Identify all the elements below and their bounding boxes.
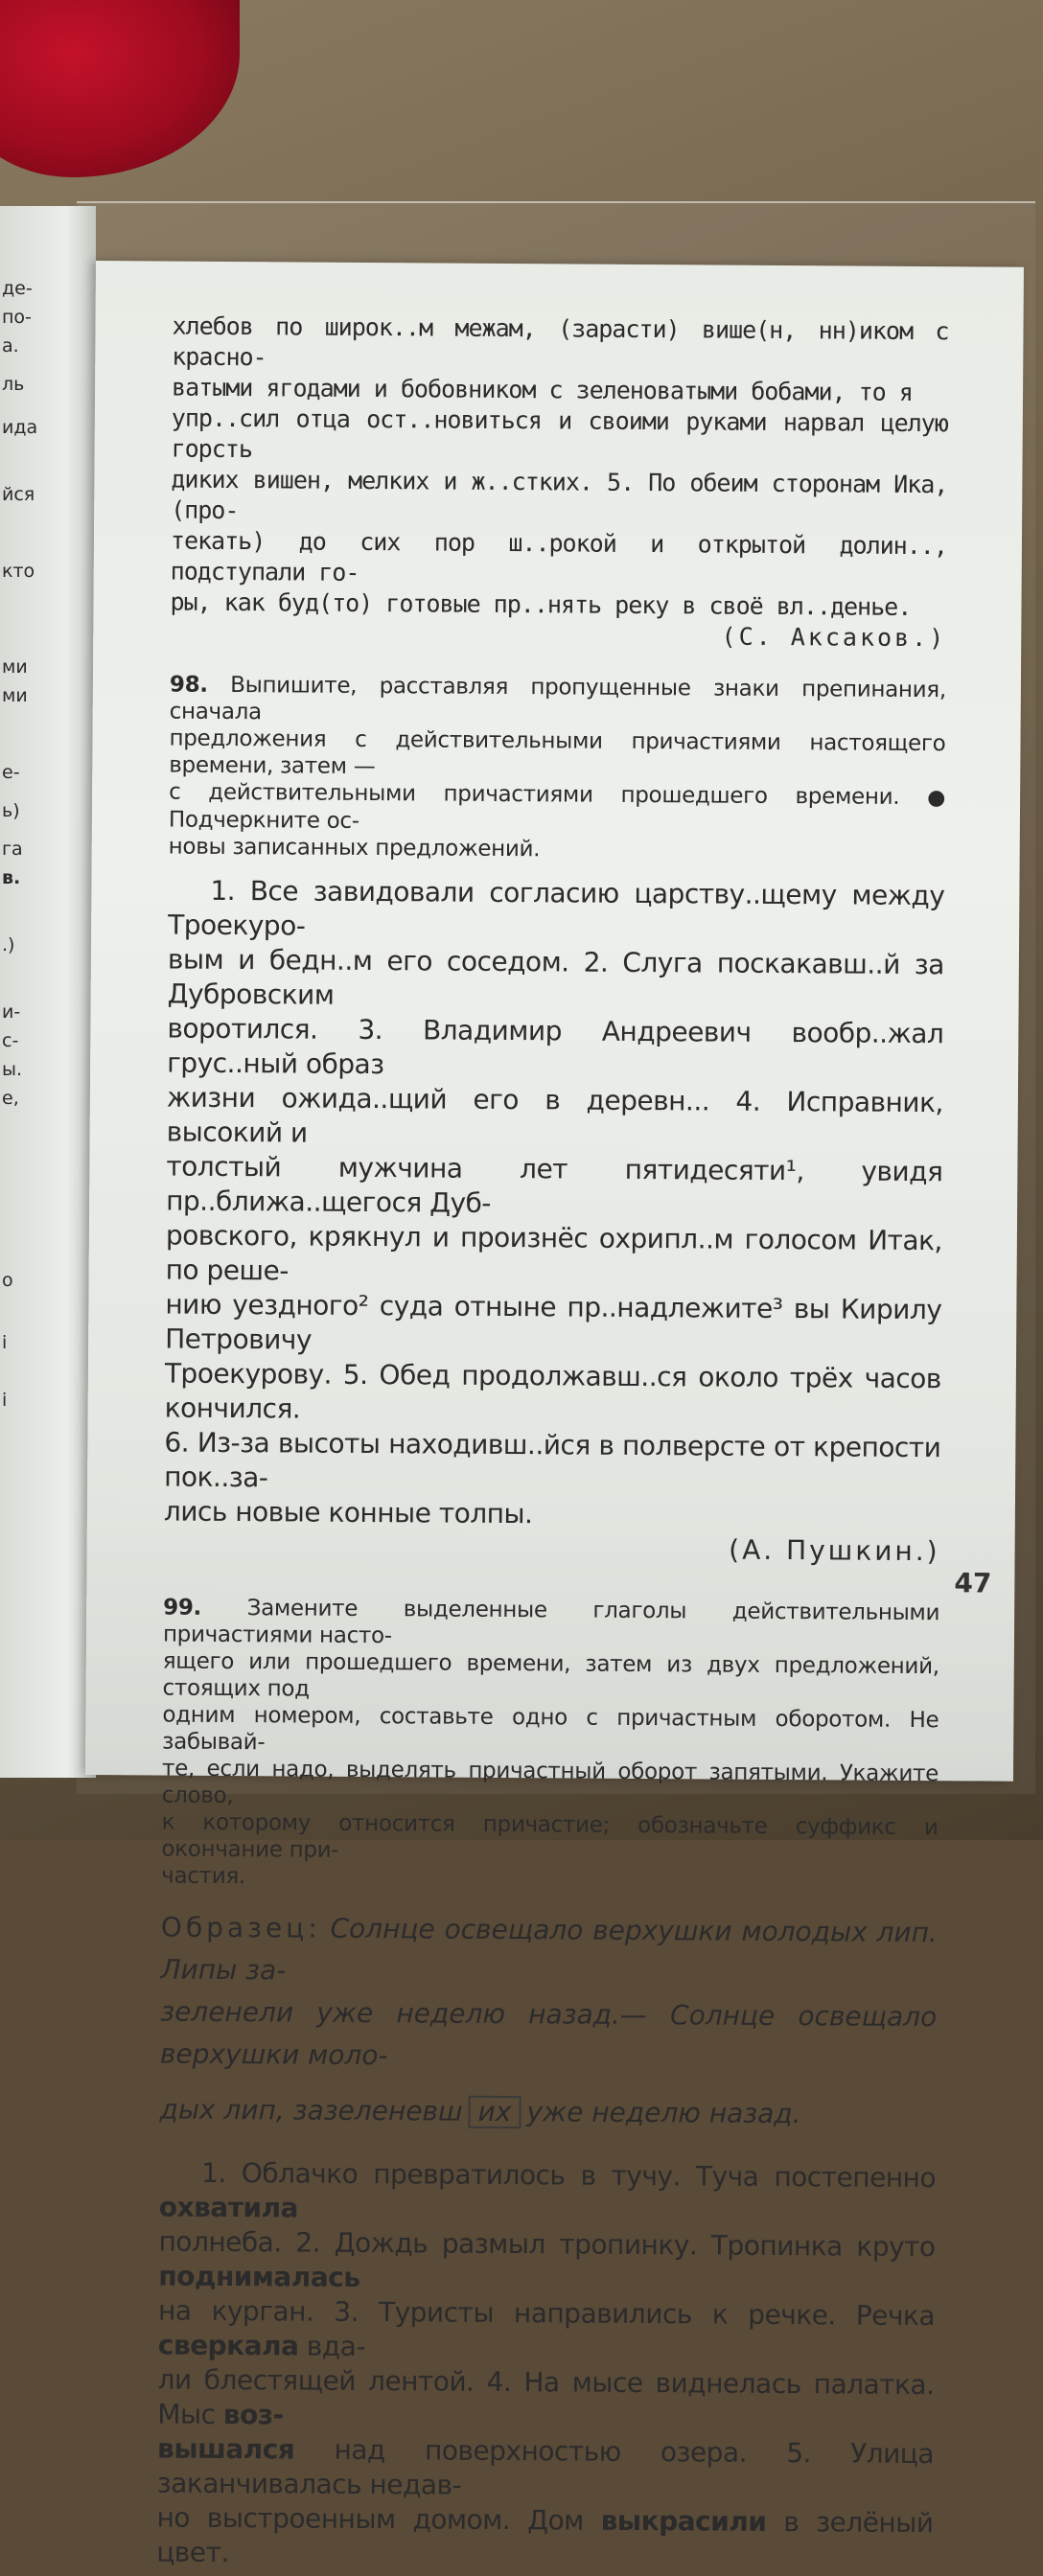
left-fragment: кто [2, 561, 35, 582]
sample-block [159, 1907, 938, 2137]
sentence-text: ли блестящей лентой. 4. На мысе виднелась палатка. Мыс [157, 2364, 934, 2430]
task-text: Замените выделенные глаголы действительными причастиями насто- [163, 1596, 939, 1648]
page-number: 47 [954, 1567, 991, 1598]
exercise-99-sentences [156, 2156, 936, 2576]
left-fragment: ы. [2, 1059, 22, 1080]
sample-label: Образец: [161, 1912, 321, 1944]
task-line [170, 672, 946, 731]
task-line: те, если надо, выделять причастный оборот запятыми. Укажите слово, [162, 1756, 939, 1815]
sentence-text: но выстроенным домом. Дом [156, 2502, 600, 2537]
task-line: одним номером, составьте одно с причастным оборотом. Не забывай- [162, 1702, 939, 1761]
sentence-text: 1. Облачко превратилось в тучу. Туча постепенно [201, 2157, 936, 2194]
highlighted-verb: воз- [223, 2399, 284, 2430]
highlighted-verb: вышался [157, 2433, 294, 2466]
task-text: Выпишите, расставляя пропущенные знаки препинания, сначала [170, 673, 946, 724]
left-fragment: е- [2, 762, 20, 783]
text-line: воротился. 3. Владимир Андреевич вообр..жал грус..ный образ [167, 1012, 943, 1087]
left-fragment: i [2, 1390, 7, 1411]
sentence-text: на курган. 3. Туристы направились к речке. Речка [158, 2295, 935, 2333]
text-line: текать) до сих пор ш..рокой и открытой долин.., подступали го- [171, 526, 947, 593]
left-fragment: с- [2, 1030, 18, 1051]
sentence-text: над поверхностью озера. 5. Улица заканчивалась недав- [157, 2434, 934, 2501]
left-fragment: ми [2, 656, 28, 678]
left-fragment: .) [2, 934, 14, 955]
task-line: ящего или прошедшего времени, затем из двух предложений, стоящих под [163, 1648, 939, 1708]
exercise-99 [156, 1595, 939, 2576]
task-text: с действительными причастиями прошедшего времени. [169, 780, 899, 810]
text-line: 1. Все завидовали согласию царству..щему между Троекуро- [168, 874, 944, 949]
highlighted-verb: охватила [159, 2192, 298, 2224]
left-fragment: а. [2, 335, 19, 356]
author-aksakov: (С. Аксаков.) [170, 618, 946, 655]
sentence-line [158, 2294, 935, 2369]
highlighted-verb: выкрасили [601, 2505, 767, 2538]
bullet-icon: ● [927, 786, 945, 810]
text-line: хлебов по широк..м межам, (зарасти) више(н, нн)иком с красно- [172, 311, 948, 379]
task-line: предложения с действительными причастиями настоящего времени, затем — [169, 725, 945, 785]
task-line [163, 1595, 939, 1654]
ending-box: их [468, 2096, 521, 2128]
task-text: Подчеркните ос- [169, 808, 359, 834]
text-line: упр..сил отца ост..новиться и своими руками нарвал целую горсть [172, 403, 948, 471]
sample-text: зеленели уже неделю назад.— Солнце освещало верхушки моло- [160, 1996, 938, 2072]
sentence-text: вда- [298, 2331, 365, 2362]
left-fragment: i [2, 1332, 7, 1353]
sentence-line [157, 2432, 934, 2507]
text-line: жизни ожида..щий его в деревн... 4. Исправник, высокий и [167, 1081, 943, 1156]
left-fragment: о [2, 1270, 13, 1291]
text-line: лись новые конные толпы. [164, 1495, 940, 1535]
exercise-number: 98. [170, 673, 208, 698]
exercise-98 [164, 672, 946, 1570]
sample-text: дых лип, зазеленевш [159, 2094, 462, 2128]
text-line: Троекурову. 5. Обед продолжавш..ся около трёх часов кончился. [165, 1357, 941, 1432]
left-fragment: по- [2, 307, 32, 328]
text-line: ры, как буд(то) готовые пр..нять реку в своё вл..денье. [170, 587, 946, 624]
text-line: толстый мужчина лет пятидесяти¹, увидя пр..ближа..щегося Дуб- [166, 1150, 942, 1225]
highlighted-verb: поднималась [158, 2261, 359, 2293]
exercise-98-text [164, 874, 945, 1570]
sentence-text: в зелёный цвет. [156, 2506, 933, 2568]
left-fragment: в. [2, 867, 20, 888]
text-line: 6. Из-за высоты находивш..йся в полверсте от крепости пок..за- [164, 1426, 940, 1501]
left-fragment: и- [2, 1001, 20, 1023]
left-fragment: де- [2, 278, 33, 299]
textbook-page [85, 261, 1024, 1782]
left-fragment: йся [2, 484, 35, 505]
text-line: вым и бедн..м его соседом. 2. Слуга поскакавш..й за Дубровским [168, 943, 944, 1018]
left-fragment: ль [2, 374, 24, 395]
left-fragment: ида [2, 417, 37, 438]
sentence-text: полнеба. 2. Дождь размыл тропинку. Тропинка круто [158, 2226, 935, 2264]
sample-text: Солнце освещало верхушки молодых лип. Липы за- [160, 1913, 938, 1987]
sentence-line [157, 2363, 934, 2438]
top-passage [170, 311, 948, 655]
task-line: к которому относится причастие; обозначьте суффикс и окончание при- [161, 1809, 938, 1869]
text-line: диких вишен, мелких и ж..стких. 5. По обеим сторонам Ика, (про- [171, 465, 947, 532]
sample-line [159, 2089, 936, 2137]
left-fragment: ь) [2, 800, 20, 821]
sample-text: уже неделю назад. [526, 2096, 800, 2129]
sample-line [160, 1907, 938, 1997]
sample-line [160, 1991, 938, 2082]
task-line: частия. [161, 1863, 938, 1896]
author-pushkin: (А. Пушкин.) [164, 1530, 940, 1570]
page-content [156, 311, 948, 2576]
text-line: ватыми ягодами и бобовником с зеленоватыми бобами, то я [172, 373, 948, 409]
highlighted-verb: сверкала [158, 2330, 299, 2362]
sentence-line [159, 2156, 936, 2231]
task-line: новы записанных предложений. [169, 834, 945, 866]
text-line: ровского, крякнул и произнёс охрипл..м голосом Итак, по реше- [166, 1219, 942, 1294]
text-line: нию уездного² суда отныне пр..надлежите³ вы Кирилу Петровичу [165, 1288, 941, 1363]
sentence-line [158, 2225, 935, 2300]
sentence-line [156, 2501, 933, 2576]
task-line [169, 779, 945, 840]
left-fragment: ми [2, 685, 28, 706]
exercise-number: 99. [163, 1596, 201, 1621]
left-fragment: га [2, 839, 23, 860]
left-fragment: е, [2, 1088, 19, 1109]
